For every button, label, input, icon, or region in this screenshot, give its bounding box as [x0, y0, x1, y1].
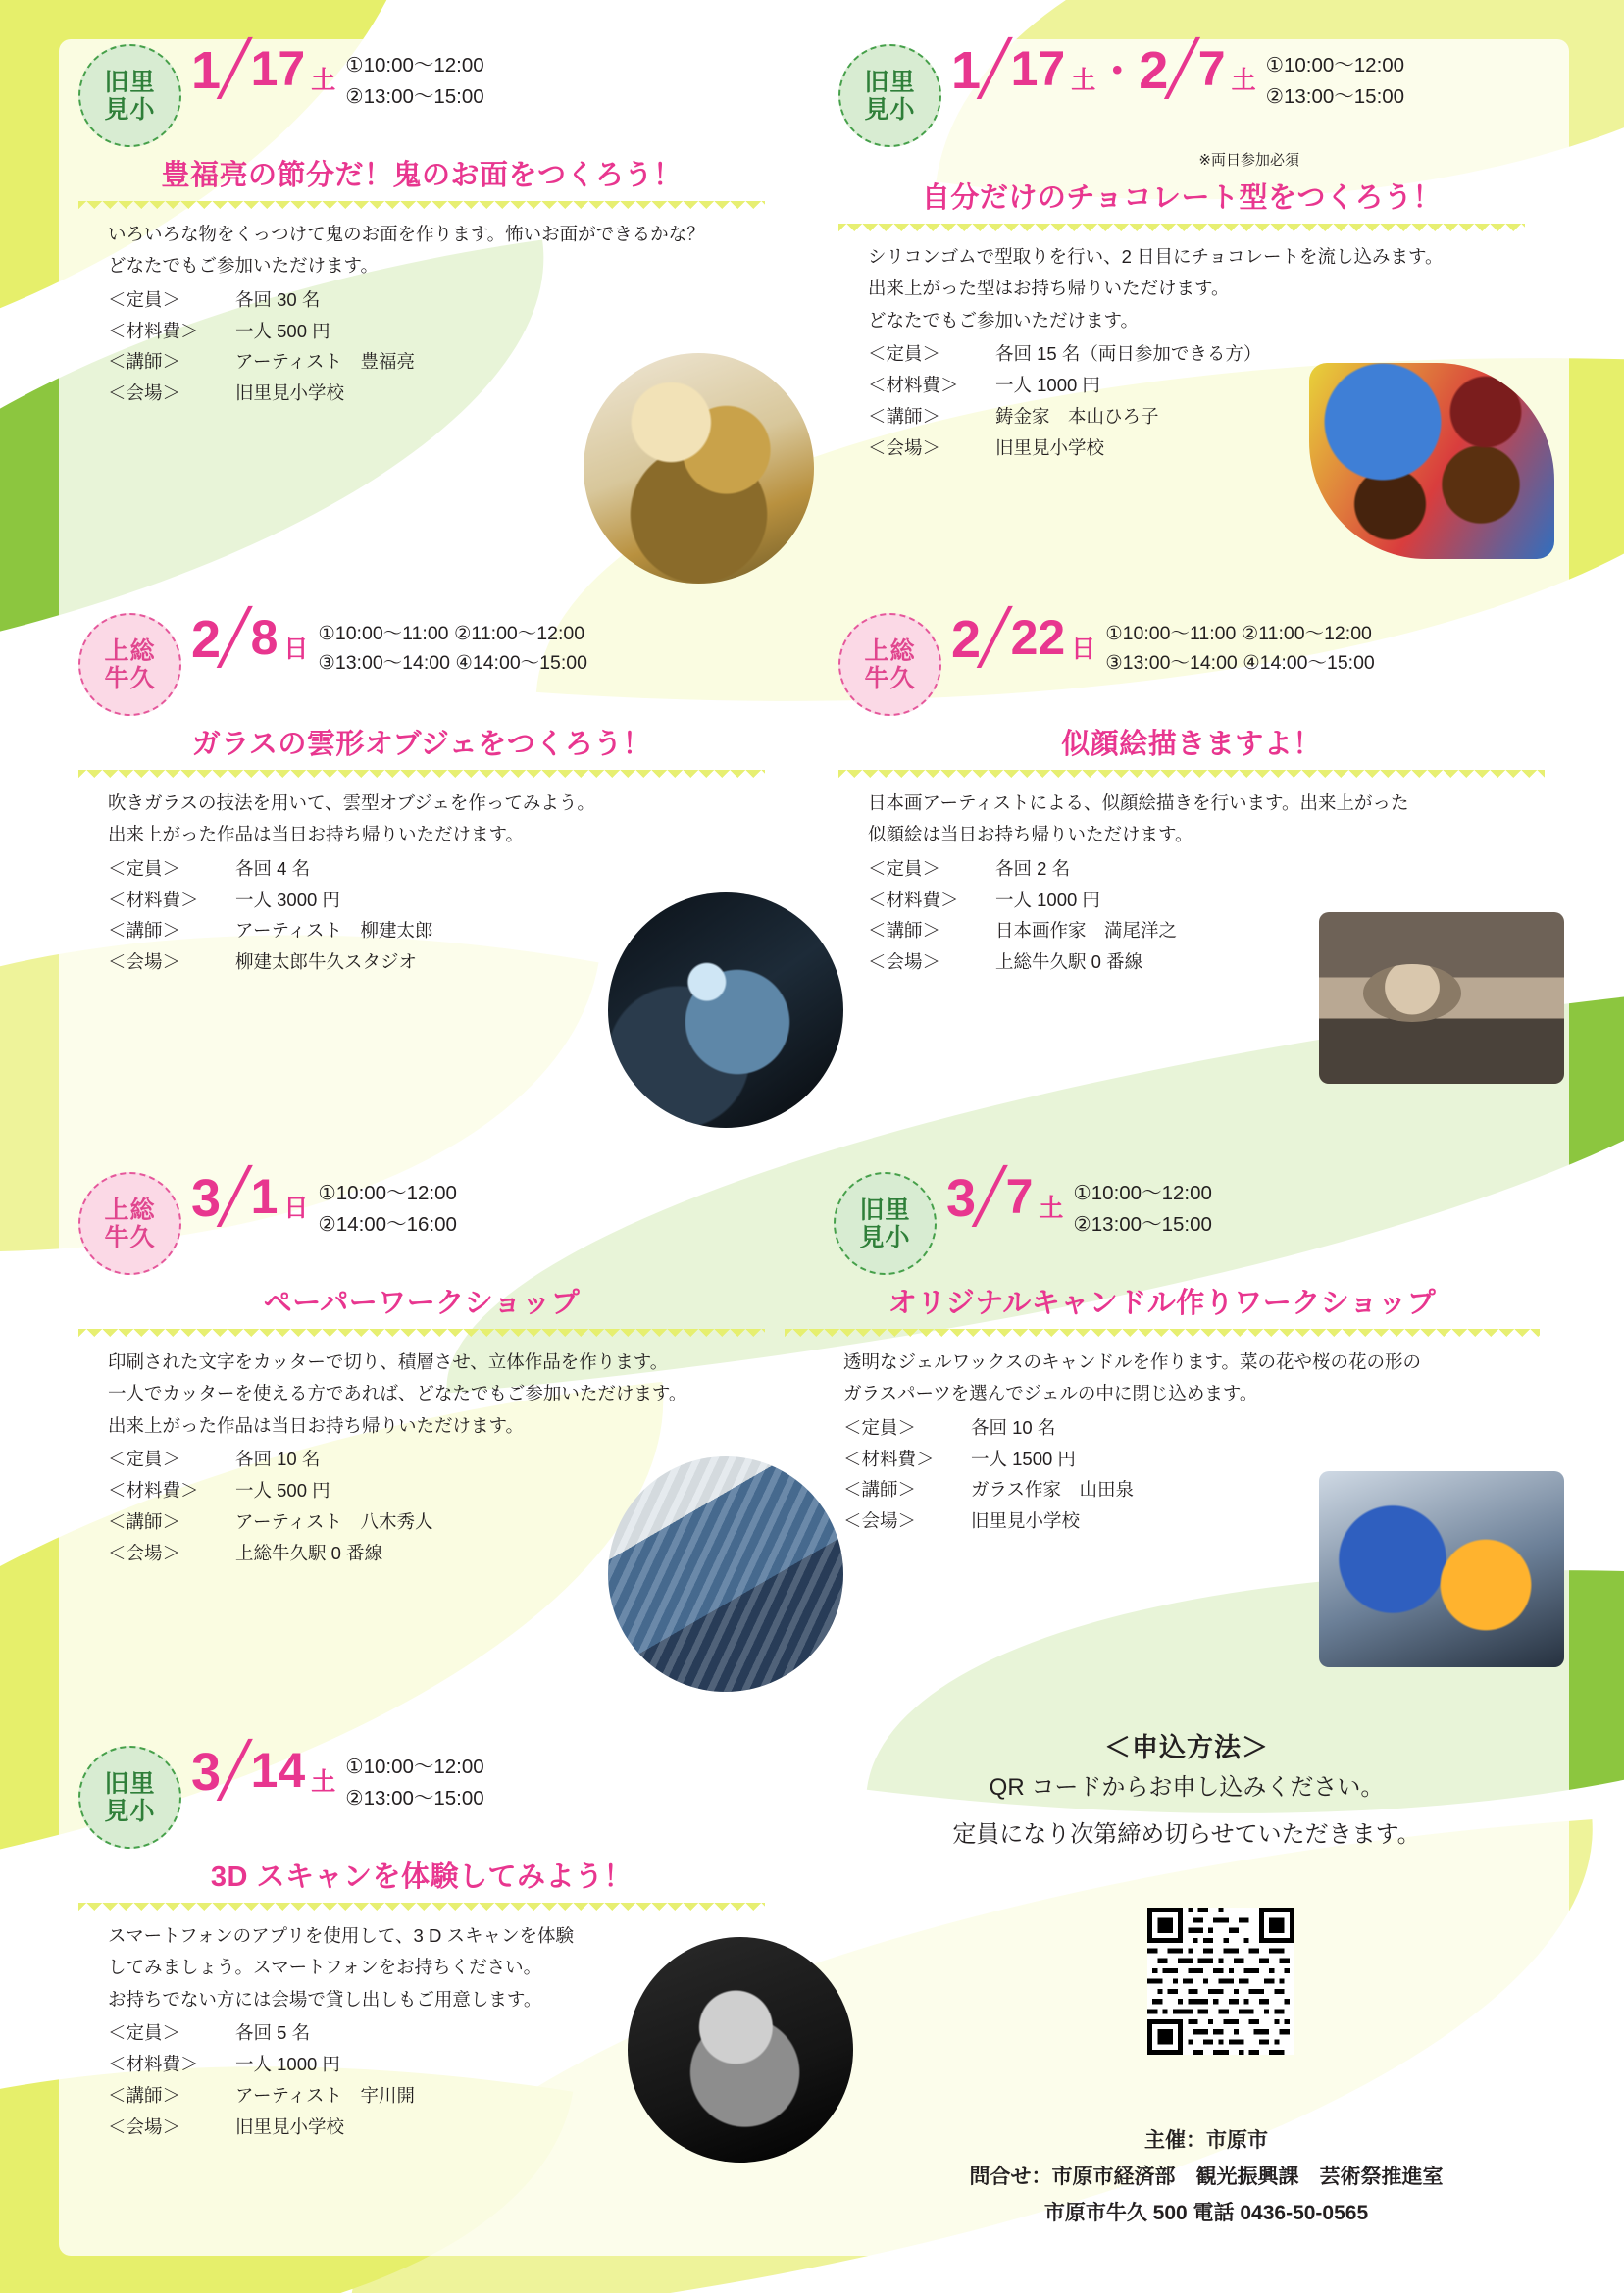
event-time-line: ①10:00〜11:00 ②11:00〜12:00: [318, 623, 585, 644]
event-times: [318, 613, 765, 678]
event-times: [345, 44, 765, 113]
event-time-line: ②14:00〜16:00: [318, 1212, 457, 1236]
spec-key: ＜材料費＞: [108, 1479, 199, 1501]
spec-row: [843, 1444, 1540, 1475]
event-dow: 土: [1071, 67, 1096, 94]
application-info: [912, 1726, 1461, 1859]
event-day: 17: [1010, 41, 1066, 96]
event-times: [1105, 613, 1545, 678]
footer-line-2: 問合せ：市原市経済部 観光振興課 芸術祭推進室: [969, 2165, 1444, 2188]
spec-key: ＜会場＞: [868, 951, 941, 973]
spec-key: ＜講師＞: [108, 351, 181, 373]
spec-key: ＜会場＞: [843, 1510, 917, 1532]
venue-badge-line2: 見小: [864, 95, 916, 124]
footer-line-1: 主催：市原市: [1144, 2129, 1268, 2152]
event-date: 2 ╱ 22 日: [951, 608, 1096, 669]
divider: [78, 201, 765, 209]
event-month: 2: [191, 610, 220, 669]
spec-key: ＜会場＞: [108, 2115, 181, 2137]
event-title: 自分だけのチョコレート型をつくろう！: [921, 182, 1443, 214]
event-header: [78, 608, 765, 716]
event-title: 豊福亮の節分だ！鬼のお面をつくろう！: [161, 160, 683, 191]
venue-badge: [838, 44, 941, 147]
spec-key: ＜材料費＞: [108, 320, 199, 341]
spec-key: ＜材料費＞: [108, 889, 199, 910]
spec-value: アーティスト 八木秀人: [235, 1510, 433, 1532]
3d-scan-photo: [628, 1937, 853, 2163]
venue-badge-line1: 旧里: [859, 1196, 911, 1224]
event-month: 3: [191, 1169, 220, 1228]
event-day: 22: [1010, 610, 1066, 665]
event-times: [1266, 44, 1525, 113]
spec-key: ＜会場＞: [868, 436, 941, 458]
event-date: 3 ╱ 1 日: [191, 1167, 309, 1228]
venue-badge-line1: 上総: [104, 1196, 156, 1224]
spec-value: 各回 10 名: [235, 1449, 321, 1470]
event-time-line: ①10:00〜11:00 ②11:00〜12:00: [1105, 623, 1372, 644]
spec-value: 旧里見小学校: [971, 1510, 1081, 1532]
spec-row: [108, 284, 765, 316]
desc-line: 吹きガラスの技法を用いて、雲型オブジェを作ってみよう。: [108, 792, 595, 813]
spec-value: 一人 3000 円: [235, 889, 340, 910]
spec-value: 旧里見小学校: [235, 2115, 345, 2137]
divider: [78, 1329, 765, 1337]
spec-key: ＜材料費＞: [843, 1448, 935, 1469]
venue-badge: [78, 44, 181, 147]
desc-line: ガラスパーツを選んでジェルの中に閉じ込めます。: [843, 1383, 1258, 1404]
spec-key: ＜材料費＞: [868, 889, 959, 910]
spec-value: 柳建太郎牛久スタジオ: [235, 951, 418, 973]
venue-badge-line1: 旧里: [864, 68, 916, 96]
divider: [838, 224, 1525, 231]
event-header: [838, 608, 1545, 716]
event-month-2: 2: [1139, 41, 1167, 100]
event-time-line: ①10:00〜12:00: [1073, 1182, 1212, 1204]
event-title: ガラスの雲形オブジェをつくろう！: [191, 729, 652, 760]
spec-key: ＜定員＞: [108, 2022, 181, 2044]
spec-row: [108, 316, 765, 347]
venue-badge: [838, 613, 941, 716]
desc-line: 印刷された文字をカッターで切り、積層させ、立体作品を作ります。: [108, 1351, 669, 1372]
spec-value: 一人 500 円: [235, 320, 330, 341]
spec-key: ＜会場＞: [108, 951, 181, 973]
spec-key: ＜定員＞: [108, 857, 181, 879]
divider: [78, 1903, 765, 1911]
event-day: 17: [250, 41, 306, 96]
spec-value: 一人 500 円: [235, 1479, 330, 1501]
qr-code[interactable]: [1147, 1908, 1294, 2055]
event-month: 3: [191, 1743, 220, 1802]
spec-value: 上総牛久駅 0 番線: [235, 1542, 383, 1563]
event-dow: 日: [1071, 636, 1096, 663]
spec-value: 上総牛久駅 0 番線: [995, 951, 1143, 973]
event-day: 1: [250, 1169, 279, 1224]
venue-badge-line2: 見小: [859, 1223, 911, 1251]
event-header: [78, 1741, 765, 1849]
venue-badge-line2: 見小: [104, 1797, 156, 1825]
spec-value: 各回 30 名: [235, 288, 321, 310]
spec-key: ＜会場＞: [108, 382, 181, 404]
event-header: [78, 39, 765, 147]
spec-key: ＜定員＞: [843, 1416, 917, 1438]
event-title: ペーパーワークショップ: [263, 1288, 581, 1319]
desc-line: お持ちでない方には会場で貸し出しもご用意します。: [108, 1988, 542, 2010]
apply-title: ＜申込方法＞: [1104, 1733, 1269, 1762]
event-header: [838, 39, 1525, 147]
event-day: 8: [250, 610, 279, 665]
desc-line: いろいろな物をくっつけて鬼のお面を作ります。怖いお面ができるかな？: [108, 224, 705, 244]
event-dow-2: 土: [1231, 67, 1256, 94]
venue-badge: [834, 1172, 937, 1275]
event-time-line: ①10:00〜12:00: [345, 54, 484, 76]
spec-value: 鋳金家 本山ひろ子: [995, 405, 1159, 427]
venue-badge-line2: 見小: [104, 95, 156, 124]
apply-line-1: QR コードからお申し込みください。: [989, 1774, 1385, 1801]
spec-value: 一人 1000 円: [995, 889, 1100, 910]
event-time-line: ①10:00〜12:00: [1265, 54, 1405, 76]
spec-key: ＜講師＞: [868, 920, 941, 942]
event-date: 3 ╱ 14 土: [191, 1741, 336, 1802]
spec-value: ガラス作家 山田泉: [971, 1479, 1134, 1501]
desc-line: してみましょう。スマートフォンをお持ちください。: [108, 1957, 542, 1978]
divider: [785, 1329, 1540, 1337]
spec-key: ＜講師＞: [108, 1510, 181, 1532]
venue-badge-line1: 旧里: [104, 68, 156, 96]
spec-value: 各回 10 名: [971, 1416, 1056, 1438]
event-title: 3D スキャンを体験してみよう！: [210, 1861, 634, 1893]
spec-key: ＜定員＞: [868, 857, 941, 879]
venue-badge-line1: 上総: [104, 637, 156, 665]
event-date: 2 ╱ 8 日: [191, 608, 309, 669]
spec-value: アーティスト 宇川開: [235, 2084, 415, 2106]
spec-value: 各回 2 名: [995, 857, 1071, 879]
spec-value: アーティスト 柳建太郎: [235, 920, 433, 942]
desc-line: 一人でカッターを使える方であれば、どなたでもご参加いただけます。: [108, 1383, 687, 1404]
event-card: [78, 39, 765, 409]
spec-row: [843, 1412, 1540, 1444]
desc-line: 日本画アーティストによる、似顔絵描きを行います。出来上がった: [868, 792, 1409, 813]
venue-badge-line2: 牛久: [864, 664, 916, 692]
event-time-line: ③13:00〜14:00 ④14:00〜15:00: [318, 652, 587, 675]
spec-key: ＜講師＞: [843, 1479, 917, 1501]
event-dow: 土: [311, 1768, 336, 1796]
event-day: 7: [1005, 1169, 1034, 1224]
spec-value: 一人 1500 円: [971, 1448, 1076, 1469]
event-time-line: ②13:00〜15:00: [1073, 1212, 1212, 1236]
venue-badge-line1: 旧里: [104, 1769, 156, 1798]
spec-key: ＜定員＞: [108, 1449, 181, 1470]
divider: [838, 770, 1545, 778]
organizer-footer: [863, 2123, 1549, 2231]
spec-value: 各回 15 名（両日参加できる方）: [995, 343, 1262, 365]
event-title: オリジナルキャンドル作りワークショップ: [888, 1288, 1437, 1319]
event-time-line: ②13:00〜15:00: [345, 1786, 484, 1809]
spec-key: ＜講師＞: [108, 920, 181, 942]
event-dow: 土: [311, 67, 336, 94]
event-dow: 土: [1039, 1195, 1064, 1222]
spec-value: 一人 1000 円: [995, 374, 1100, 395]
event-times: [345, 1746, 765, 1814]
event-note: ※両日参加必須: [1198, 152, 1299, 169]
portrait-drawing-photo: [1319, 912, 1564, 1084]
spec-row: [868, 885, 1545, 916]
venue-badge: [78, 613, 181, 716]
event-header: [78, 1167, 765, 1275]
spec-key: ＜講師＞: [868, 405, 941, 427]
event-date: 1 ╱ 17 土: [191, 39, 336, 100]
spec-value: 日本画作家 満尾洋之: [995, 920, 1178, 942]
spec-key: ＜材料費＞: [108, 2053, 199, 2074]
spec-key: ＜材料費＞: [868, 374, 959, 395]
event-day: 14: [250, 1743, 306, 1798]
desc-line: 出来上がった作品は当日お持ち帰りいただけます。: [108, 1414, 525, 1436]
candle-photo: [1319, 1471, 1564, 1667]
event-time-line: ①10:00〜12:00: [318, 1182, 457, 1204]
spec-value: アーティスト 豊福亮: [235, 351, 415, 373]
spec-key: ＜定員＞: [108, 288, 181, 310]
event-month: 1: [191, 41, 220, 100]
spec-key: ＜講師＞: [108, 2084, 181, 2106]
spec-value: 各回 4 名: [235, 857, 311, 879]
venue-badge: [78, 1746, 181, 1849]
event-date: 1 ╱ 17 土 ・ 2 ╱ 7 土: [951, 39, 1256, 100]
event-month: 1: [951, 41, 980, 100]
event-header: [785, 1167, 1540, 1275]
desc-line: 出来上がった型はお持ち帰りいただけます。: [868, 278, 1230, 299]
glass-object-photo: [608, 892, 843, 1128]
desc-line: シリコンゴムで型取りを行い、2 日目にチョコレートを流し込みます。: [868, 246, 1444, 267]
desc-line: どなたでもご参加いただけます。: [868, 309, 1140, 331]
desc-line: どなたでもご参加いただけます。: [108, 255, 380, 277]
desc-line: 透明なジェルワックスのキャンドルを作ります。菜の花や桜の花の形の: [843, 1351, 1422, 1372]
event-times: [1073, 1172, 1540, 1241]
event-dow: 日: [283, 636, 309, 663]
spec-key: ＜定員＞: [868, 343, 941, 365]
desc-line: 出来上がった作品は当日お持ち帰りいただけます。: [108, 824, 525, 845]
event-time-line: ③13:00〜14:00 ④14:00〜15:00: [1105, 652, 1375, 675]
venue-badge-line2: 牛久: [104, 664, 156, 692]
event-month: 2: [951, 610, 980, 669]
desc-line: スマートフォンのアプリを使用して、3 D スキャンを体験: [108, 1925, 574, 1946]
event-time-line: ②13:00〜15:00: [345, 84, 484, 108]
spec-value: 旧里見小学校: [995, 436, 1105, 458]
event-month: 3: [946, 1169, 975, 1228]
mask-photo: [584, 353, 814, 584]
event-title: 似顔絵描きますよ！: [1061, 729, 1322, 760]
event-dow: 日: [283, 1195, 309, 1222]
spec-value: 旧里見小学校: [235, 382, 345, 404]
spec-row: [108, 853, 765, 885]
footer-line-3: 市原市牛久 500 電話 0436-50-0565: [1043, 2201, 1369, 2224]
venue-badge-line2: 牛久: [104, 1223, 156, 1251]
event-time-line: ②13:00〜15:00: [1265, 84, 1405, 108]
spec-row: [868, 853, 1545, 885]
event-times: [318, 1172, 765, 1241]
divider: [78, 770, 765, 778]
desc-line: 似顔絵は当日お持ち帰りいただけます。: [868, 824, 1193, 845]
spec-value: 一人 1000 円: [235, 2053, 340, 2074]
venue-badge: [78, 1172, 181, 1275]
event-time-line: ①10:00〜12:00: [345, 1756, 484, 1778]
spec-key: ＜会場＞: [108, 1542, 181, 1563]
venue-badge-line1: 上総: [864, 637, 916, 665]
spec-value: 各回 5 名: [235, 2022, 311, 2044]
event-day-2: 7: [1197, 41, 1226, 96]
apply-line-2: 定員になり次第締め切らせていただきます。: [952, 1821, 1421, 1848]
event-date: 3 ╱ 7 土: [946, 1167, 1064, 1228]
